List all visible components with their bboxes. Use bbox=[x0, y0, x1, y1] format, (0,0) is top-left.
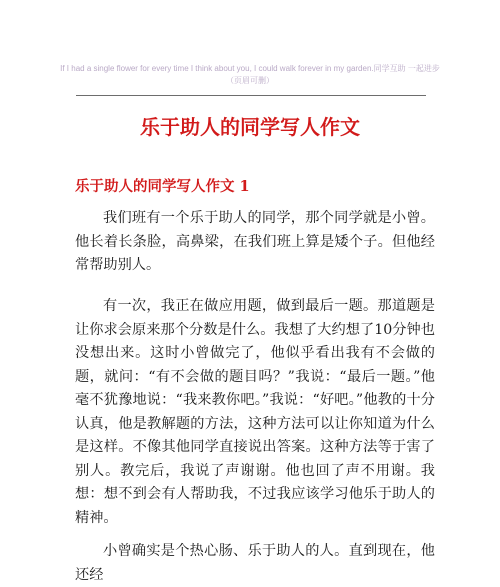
section-heading: 乐于助人的同学写人作文 1 bbox=[75, 178, 250, 195]
header-note-line2: （页眉可删） bbox=[226, 76, 274, 85]
document-title: 乐于助人的同学写人作文 bbox=[140, 115, 360, 139]
paragraph-1: 我们班有一个乐于助人的同学，那个同学就是小曾。他长着长条脸，高鼻梁，在我们班上算是矮个子。但他经常帮助别人。 bbox=[75, 210, 435, 273]
paragraph-3: 小曾确实是个热心肠、乐于助人的人。直到现在，他还经 bbox=[75, 543, 435, 583]
paragraph-2: 有一次，我正在做应用题，做到最后一题。那道题是让你求会原来那个分数是什么。我想了大约想了10分钟也没想出来。这时小曾做完了，他似乎看出我有不会做的题，就问：“有不会做的题目吗？”我说：“最后一题。”他毫不犹豫地说：“我来教你吧。”我说：“好吧。”他教的十分认真，他是教解题的方法，这种方法可以让你知道为什么是这样。不像其他同学直接说出答案。这种方法等于害了别人。教完后，我说了声谢谢。他也回了声不用谢。我想：想不到会有人帮助我，不过我应该学习他乐于助人的精神。 bbox=[75, 298, 435, 526]
header-divider bbox=[76, 95, 426, 96]
header-note-line1: If I had a single flower for every time I think about you, I could walk forever in my garden.同学互助 一起进步 bbox=[60, 64, 440, 73]
